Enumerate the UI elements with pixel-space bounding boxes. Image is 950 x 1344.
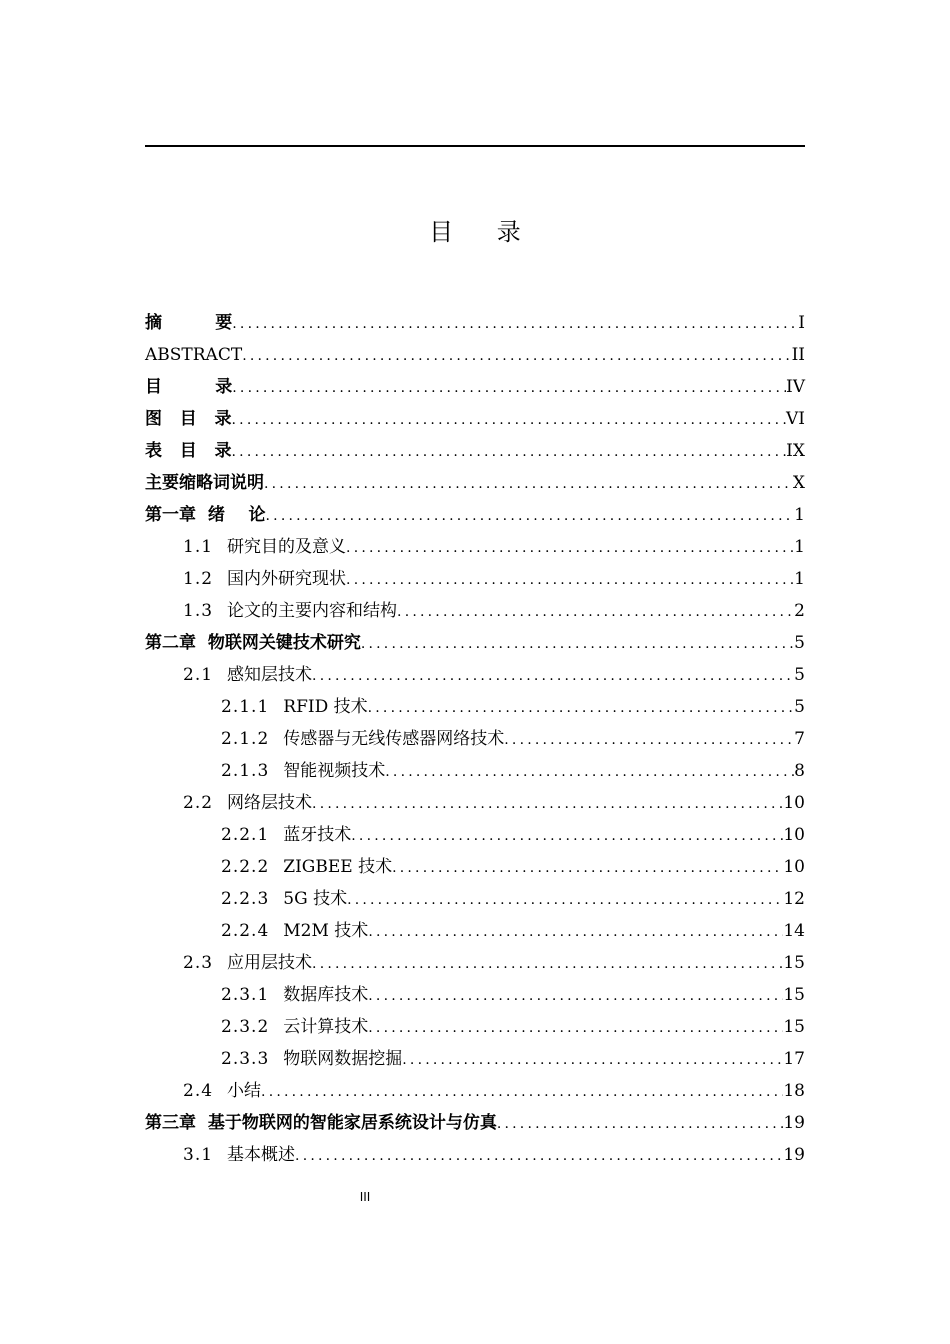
toc-entry[interactable] — [145, 819, 805, 851]
toc-entry[interactable] — [145, 915, 805, 947]
toc-number: 2.2.1 — [221, 825, 270, 845]
toc-page: VI — [786, 409, 805, 429]
toc-entry[interactable] — [145, 339, 805, 371]
toc-label: ABSTRACT — [145, 345, 243, 365]
toc-number: 2.1.1 — [221, 697, 270, 717]
toc-number: 2.3.3 — [221, 1049, 270, 1069]
toc-page: 5 — [794, 665, 805, 685]
toc-label: M2M 技术 — [283, 921, 369, 941]
toc-number: 2.1.2 — [221, 729, 270, 749]
toc-page: 1 — [794, 505, 805, 525]
toc-page: 5 — [794, 697, 805, 717]
toc-label: RFID 技术 — [283, 697, 368, 717]
toc-label: 第三章 基于物联网的智能家居系统设计与仿真 — [145, 1113, 497, 1133]
toc-page: 18 — [783, 1081, 805, 1101]
toc-entry[interactable] — [145, 371, 805, 403]
toc-entry[interactable] — [145, 531, 805, 563]
toc-entry[interactable] — [145, 755, 805, 787]
toc-page: 17 — [783, 1049, 805, 1069]
toc-page: 8 — [794, 761, 805, 781]
toc-number: 2.2.2 — [221, 857, 270, 877]
toc-label: 论文的主要内容和结构 — [227, 601, 398, 621]
toc-label: 感知层技术 — [227, 665, 313, 685]
toc-page: 1 — [794, 537, 805, 557]
toc-entry[interactable] — [145, 563, 805, 595]
toc-number: 2.3 — [183, 953, 214, 973]
toc-page: IX — [786, 441, 805, 461]
toc-page: 2 — [794, 601, 805, 621]
page-title: 目 录 — [429, 218, 539, 246]
toc-label: 第一章 绪 论 — [145, 505, 266, 525]
table-of-contents — [145, 307, 805, 1171]
toc-page: 14 — [783, 921, 805, 941]
toc-entry[interactable] — [145, 595, 805, 627]
toc-page: IV — [786, 377, 805, 397]
toc-number: 1.3 — [183, 601, 214, 621]
toc-page: 19 — [783, 1113, 805, 1133]
toc-number: 2.2.3 — [221, 889, 270, 909]
toc-label: 基本概述 — [227, 1145, 296, 1165]
toc-number: 2.1.3 — [221, 761, 270, 781]
toc-label: 传感器与无线传感器网络技术 — [283, 729, 505, 749]
toc-entry[interactable] — [145, 947, 805, 979]
toc-entry[interactable] — [145, 787, 805, 819]
toc-page: 10 — [783, 825, 805, 845]
toc-number: 1.1 — [183, 537, 214, 557]
toc-label: 研究目的及意义 — [227, 537, 347, 557]
toc-label: 数据库技术 — [283, 985, 369, 1005]
toc-entry[interactable] — [145, 851, 805, 883]
toc-number: 2.3.2 — [221, 1017, 270, 1037]
toc-entry[interactable] — [145, 627, 805, 659]
toc-label: 云计算技术 — [283, 1017, 369, 1037]
toc-label: ZIGBEE 技术 — [283, 857, 393, 877]
toc-page: 5 — [794, 633, 805, 653]
toc-entry[interactable] — [145, 1075, 805, 1107]
toc-page: 15 — [783, 985, 805, 1005]
toc-page: I — [798, 313, 805, 333]
toc-entry[interactable] — [145, 979, 805, 1011]
toc-number: 2.4 — [183, 1081, 214, 1101]
toc-entry[interactable] — [145, 403, 805, 435]
page-number: III — [359, 1190, 371, 1204]
toc-number: 2.3.1 — [221, 985, 270, 1005]
toc-page: 1 — [794, 569, 805, 589]
toc-label: 国内外研究现状 — [227, 569, 347, 589]
toc-page: X — [792, 473, 805, 493]
toc-entry[interactable] — [145, 1139, 805, 1171]
toc-entry[interactable] — [145, 1011, 805, 1043]
toc-entry[interactable] — [145, 659, 805, 691]
toc-entry[interactable] — [145, 691, 805, 723]
toc-entry[interactable] — [145, 1043, 805, 1075]
toc-label: 图 目 录 — [145, 409, 232, 429]
toc-number: 1.2 — [183, 569, 214, 589]
toc-entry[interactable] — [145, 435, 805, 467]
toc-page: 10 — [783, 793, 805, 813]
toc-page: II — [791, 345, 805, 365]
toc-entry[interactable] — [145, 499, 805, 531]
toc-page: 7 — [794, 729, 805, 749]
toc-entry[interactable] — [145, 307, 805, 339]
toc-label: 5G 技术 — [283, 889, 348, 909]
toc-label: 网络层技术 — [227, 793, 313, 813]
toc-label: 表 目 录 — [145, 441, 232, 461]
toc-label: 第二章 物联网关键技术研究 — [145, 633, 361, 653]
toc-label: 蓝牙技术 — [283, 825, 352, 845]
toc-label: 目 录 — [145, 377, 233, 397]
toc-page: 10 — [783, 857, 805, 877]
toc-label: 智能视频技术 — [283, 761, 386, 781]
toc-page: 19 — [783, 1145, 805, 1165]
toc-label: 物联网数据挖掘 — [283, 1049, 403, 1069]
toc-entry[interactable] — [145, 1107, 805, 1139]
toc-label: 主要缩略词说明 — [145, 473, 264, 493]
toc-number: 2.1 — [183, 665, 214, 685]
toc-page: 12 — [783, 889, 805, 909]
toc-entry[interactable] — [145, 883, 805, 915]
header-rule — [145, 145, 805, 147]
toc-page: 15 — [783, 1017, 805, 1037]
toc-number: 2.2.4 — [221, 921, 270, 941]
toc-label: 应用层技术 — [227, 953, 313, 973]
toc-page: 15 — [783, 953, 805, 973]
toc-entry[interactable] — [145, 467, 805, 499]
toc-number: 3.1 — [183, 1145, 214, 1165]
toc-label: 小结 — [227, 1081, 262, 1101]
toc-entry[interactable] — [145, 723, 805, 755]
toc-label: 摘 要 — [145, 313, 233, 333]
toc-number: 2.2 — [183, 793, 214, 813]
